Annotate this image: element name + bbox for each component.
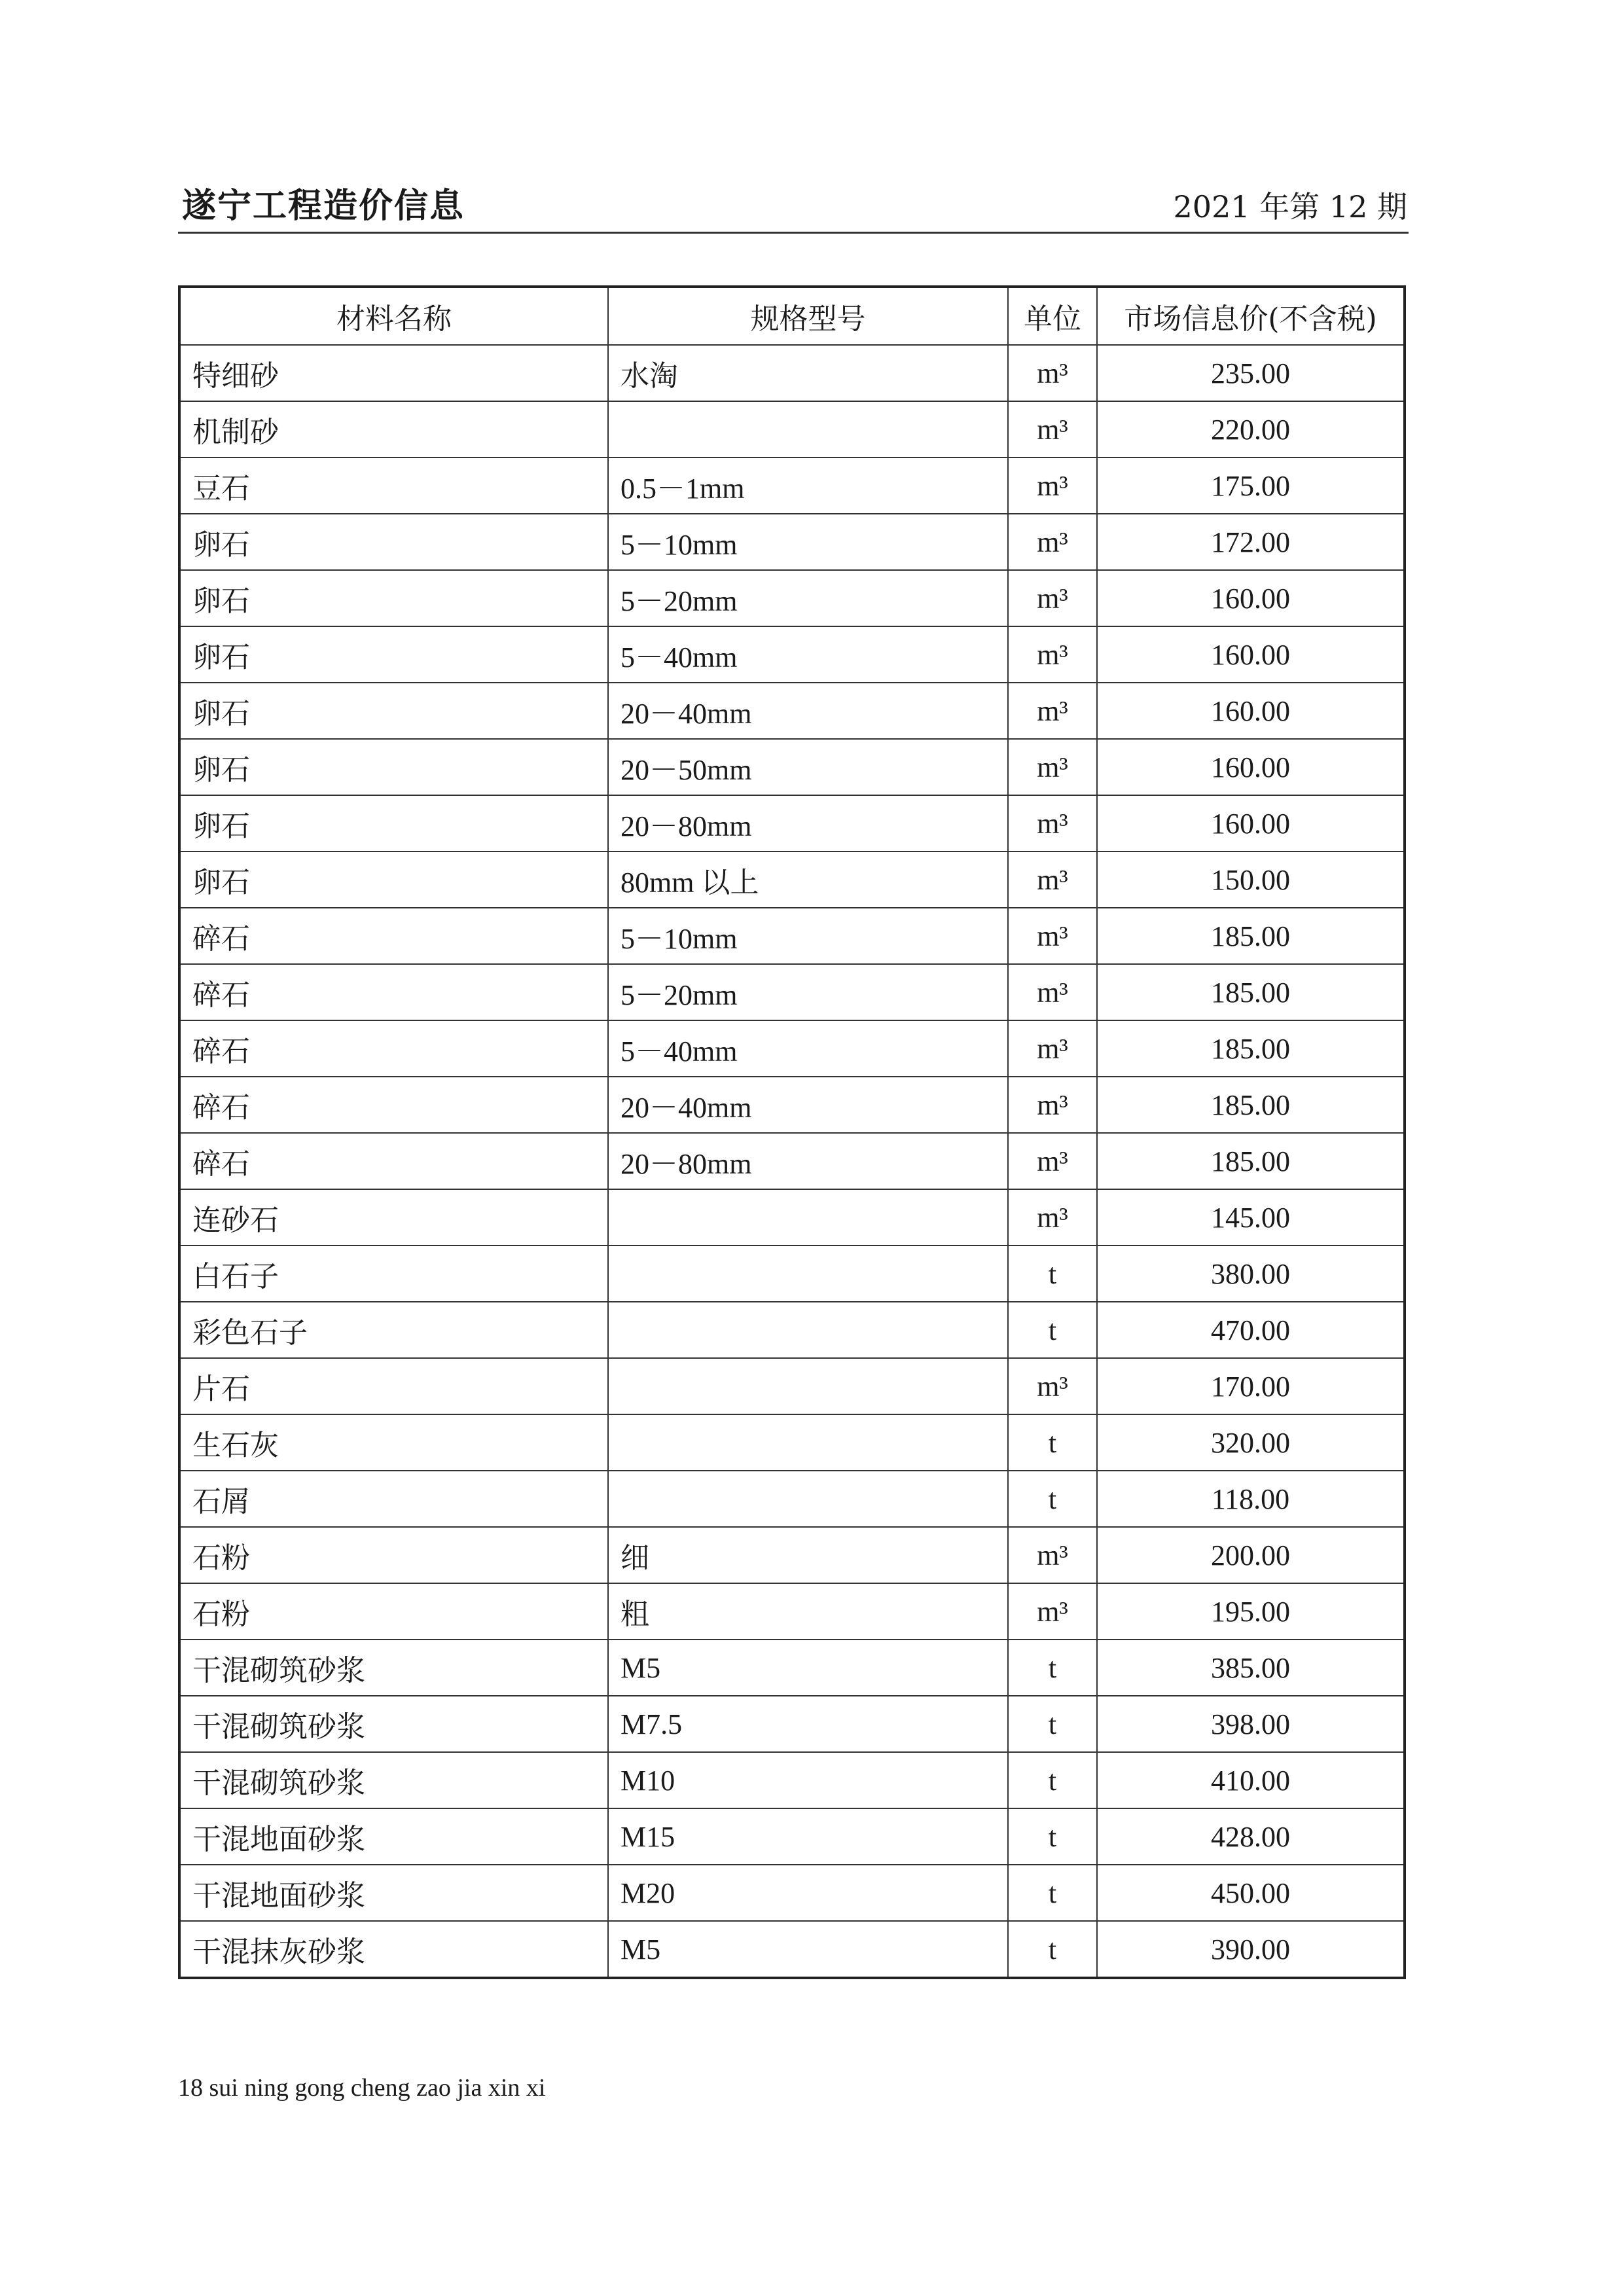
spec-cell: M7.5 <box>608 1696 1008 1752</box>
material-name-cell: 碎石 <box>179 908 608 964</box>
material-name-cell: 干混地面砂浆 <box>179 1808 608 1865</box>
spec-cell: 0.5－1mm <box>608 457 1008 514</box>
table-row <box>179 345 1405 401</box>
spec-cell <box>608 1189 1008 1246</box>
price-cell: 195.00 <box>1097 1583 1405 1640</box>
spec-cell <box>608 1358 1008 1414</box>
table-row <box>179 1921 1405 1978</box>
spec-cell <box>608 1414 1008 1471</box>
spec-cell: 5－20mm <box>608 570 1008 626</box>
price-cell: 380.00 <box>1097 1246 1405 1302</box>
unit-cell: m³ <box>1008 1527 1097 1583</box>
table-row <box>179 1696 1405 1752</box>
unit-cell: t <box>1008 1696 1097 1752</box>
unit-cell: t <box>1008 1302 1097 1358</box>
table-row <box>179 908 1405 964</box>
spec-cell <box>608 1302 1008 1358</box>
material-name-cell: 白石子 <box>179 1246 608 1302</box>
spec-cell: 20－50mm <box>608 739 1008 795</box>
issue-label: 2021 年第 12 期 <box>1173 189 1407 224</box>
table-row <box>179 514 1405 570</box>
table-row <box>179 964 1405 1020</box>
material-name-cell: 卵石 <box>179 852 608 908</box>
material-name-cell: 石粉 <box>179 1527 608 1583</box>
spec-cell: 粗 <box>608 1583 1008 1640</box>
table-row <box>179 1077 1405 1133</box>
unit-cell: m³ <box>1008 964 1097 1020</box>
spec-cell: 20－40mm <box>608 683 1008 739</box>
column-header-price: 市场信息价(不含税) <box>1097 287 1405 345</box>
table-row <box>179 1358 1405 1414</box>
table-row <box>179 1246 1405 1302</box>
price-cell: 235.00 <box>1097 345 1405 401</box>
unit-cell: m³ <box>1008 1077 1097 1133</box>
price-cell: 170.00 <box>1097 1358 1405 1414</box>
price-cell: 450.00 <box>1097 1865 1405 1921</box>
material-name-cell: 碎石 <box>179 1133 608 1189</box>
price-cell: 385.00 <box>1097 1640 1405 1696</box>
spec-cell: 20－80mm <box>608 1133 1008 1189</box>
table-row <box>179 683 1405 739</box>
column-header-unit: 单位 <box>1008 287 1097 345</box>
unit-cell: t <box>1008 1752 1097 1808</box>
table-row <box>179 401 1405 457</box>
table-header-row <box>179 287 1405 345</box>
unit-cell: m³ <box>1008 852 1097 908</box>
unit-cell: t <box>1008 1808 1097 1865</box>
table-row <box>179 1302 1405 1358</box>
unit-cell: m³ <box>1008 908 1097 964</box>
material-name-cell: 片石 <box>179 1358 608 1414</box>
material-name-cell: 机制砂 <box>179 401 608 457</box>
page-footer: 18 sui ning gong cheng zao jia xin xi <box>178 2074 546 2102</box>
table-row <box>179 1640 1405 1696</box>
material-name-cell: 石屑 <box>179 1471 608 1527</box>
price-cell: 160.00 <box>1097 626 1405 683</box>
price-cell: 470.00 <box>1097 1302 1405 1358</box>
table-row <box>179 1471 1405 1527</box>
material-name-cell: 干混抹灰砂浆 <box>179 1921 608 1978</box>
table-row <box>179 626 1405 683</box>
material-name-cell: 卵石 <box>179 795 608 852</box>
table-row <box>179 1414 1405 1471</box>
material-name-cell: 卵石 <box>179 514 608 570</box>
table-row <box>179 795 1405 852</box>
spec-cell: 5－40mm <box>608 1020 1008 1077</box>
unit-cell: m³ <box>1008 739 1097 795</box>
table-body <box>179 345 1405 1978</box>
unit-cell: m³ <box>1008 570 1097 626</box>
material-name-cell: 卵石 <box>179 570 608 626</box>
material-name-cell: 连砂石 <box>179 1189 608 1246</box>
spec-cell: M5 <box>608 1921 1008 1978</box>
table-row <box>179 852 1405 908</box>
table-row <box>179 1527 1405 1583</box>
price-cell: 160.00 <box>1097 739 1405 795</box>
material-name-cell: 卵石 <box>179 683 608 739</box>
spec-cell: 水淘 <box>608 345 1008 401</box>
material-name-cell: 卵石 <box>179 626 608 683</box>
price-cell: 185.00 <box>1097 964 1405 1020</box>
header-divider <box>178 232 1409 234</box>
table-row <box>179 1133 1405 1189</box>
unit-cell: t <box>1008 1921 1097 1978</box>
price-cell: 185.00 <box>1097 1133 1405 1189</box>
table-row <box>179 1189 1405 1246</box>
price-cell: 150.00 <box>1097 852 1405 908</box>
material-name-cell: 干混砌筑砂浆 <box>179 1752 608 1808</box>
table-row <box>179 739 1405 795</box>
spec-cell: M5 <box>608 1640 1008 1696</box>
unit-cell: m³ <box>1008 1583 1097 1640</box>
price-cell: 175.00 <box>1097 457 1405 514</box>
unit-cell: t <box>1008 1414 1097 1471</box>
spec-cell <box>608 1246 1008 1302</box>
price-cell: 428.00 <box>1097 1808 1405 1865</box>
price-cell: 220.00 <box>1097 401 1405 457</box>
unit-cell: t <box>1008 1865 1097 1921</box>
table-row <box>179 570 1405 626</box>
unit-cell: m³ <box>1008 1020 1097 1077</box>
unit-cell: m³ <box>1008 795 1097 852</box>
spec-cell: 20－40mm <box>608 1077 1008 1133</box>
price-cell: 172.00 <box>1097 514 1405 570</box>
price-cell: 185.00 <box>1097 1077 1405 1133</box>
unit-cell: m³ <box>1008 1133 1097 1189</box>
unit-cell: m³ <box>1008 683 1097 739</box>
unit-cell: m³ <box>1008 1358 1097 1414</box>
price-cell: 118.00 <box>1097 1471 1405 1527</box>
material-name-cell: 生石灰 <box>179 1414 608 1471</box>
unit-cell: m³ <box>1008 1189 1097 1246</box>
price-cell: 390.00 <box>1097 1921 1405 1978</box>
column-header-spec: 规格型号 <box>608 287 1008 345</box>
unit-cell: m³ <box>1008 514 1097 570</box>
price-cell: 185.00 <box>1097 1020 1405 1077</box>
material-name-cell: 碎石 <box>179 1020 608 1077</box>
spec-cell: 80mm 以上 <box>608 852 1008 908</box>
price-cell: 160.00 <box>1097 570 1405 626</box>
price-cell: 320.00 <box>1097 1414 1405 1471</box>
material-name-cell: 碎石 <box>179 964 608 1020</box>
spec-cell: 5－20mm <box>608 964 1008 1020</box>
table-row <box>179 1808 1405 1865</box>
material-name-cell: 彩色石子 <box>179 1302 608 1358</box>
unit-cell: m³ <box>1008 457 1097 514</box>
price-cell: 185.00 <box>1097 908 1405 964</box>
material-name-cell: 豆石 <box>179 457 608 514</box>
material-name-cell: 干混砌筑砂浆 <box>179 1696 608 1752</box>
price-cell: 160.00 <box>1097 795 1405 852</box>
material-name-cell: 特细砂 <box>179 345 608 401</box>
material-name-cell: 干混砌筑砂浆 <box>179 1640 608 1696</box>
unit-cell: t <box>1008 1246 1097 1302</box>
unit-cell: m³ <box>1008 626 1097 683</box>
material-name-cell: 石粉 <box>179 1583 608 1640</box>
spec-cell: 20－80mm <box>608 795 1008 852</box>
material-name-cell: 卵石 <box>179 739 608 795</box>
spec-cell: 细 <box>608 1527 1008 1583</box>
table-row <box>179 1020 1405 1077</box>
material-name-cell: 干混地面砂浆 <box>179 1865 608 1921</box>
spec-cell <box>608 401 1008 457</box>
unit-cell: m³ <box>1008 401 1097 457</box>
price-cell: 410.00 <box>1097 1752 1405 1808</box>
material-name-cell: 碎石 <box>179 1077 608 1133</box>
spec-cell: 5－40mm <box>608 626 1008 683</box>
spec-cell: M15 <box>608 1808 1008 1865</box>
spec-cell: M10 <box>608 1752 1008 1808</box>
price-cell: 160.00 <box>1097 683 1405 739</box>
column-header-name: 材料名称 <box>179 287 608 345</box>
unit-cell: m³ <box>1008 345 1097 401</box>
spec-cell: M20 <box>608 1865 1008 1921</box>
unit-cell: t <box>1008 1471 1097 1527</box>
spec-cell: 5－10mm <box>608 514 1008 570</box>
publication-title: 遂宁工程造价信息 <box>182 186 465 226</box>
spec-cell <box>608 1471 1008 1527</box>
price-cell: 398.00 <box>1097 1696 1405 1752</box>
table-row <box>179 1583 1405 1640</box>
price-cell: 145.00 <box>1097 1189 1405 1246</box>
table-row <box>179 1752 1405 1808</box>
table-row <box>179 1865 1405 1921</box>
price-cell: 200.00 <box>1097 1527 1405 1583</box>
unit-cell: t <box>1008 1640 1097 1696</box>
spec-cell: 5－10mm <box>608 908 1008 964</box>
table-row <box>179 457 1405 514</box>
material-price-table <box>178 285 1406 1979</box>
